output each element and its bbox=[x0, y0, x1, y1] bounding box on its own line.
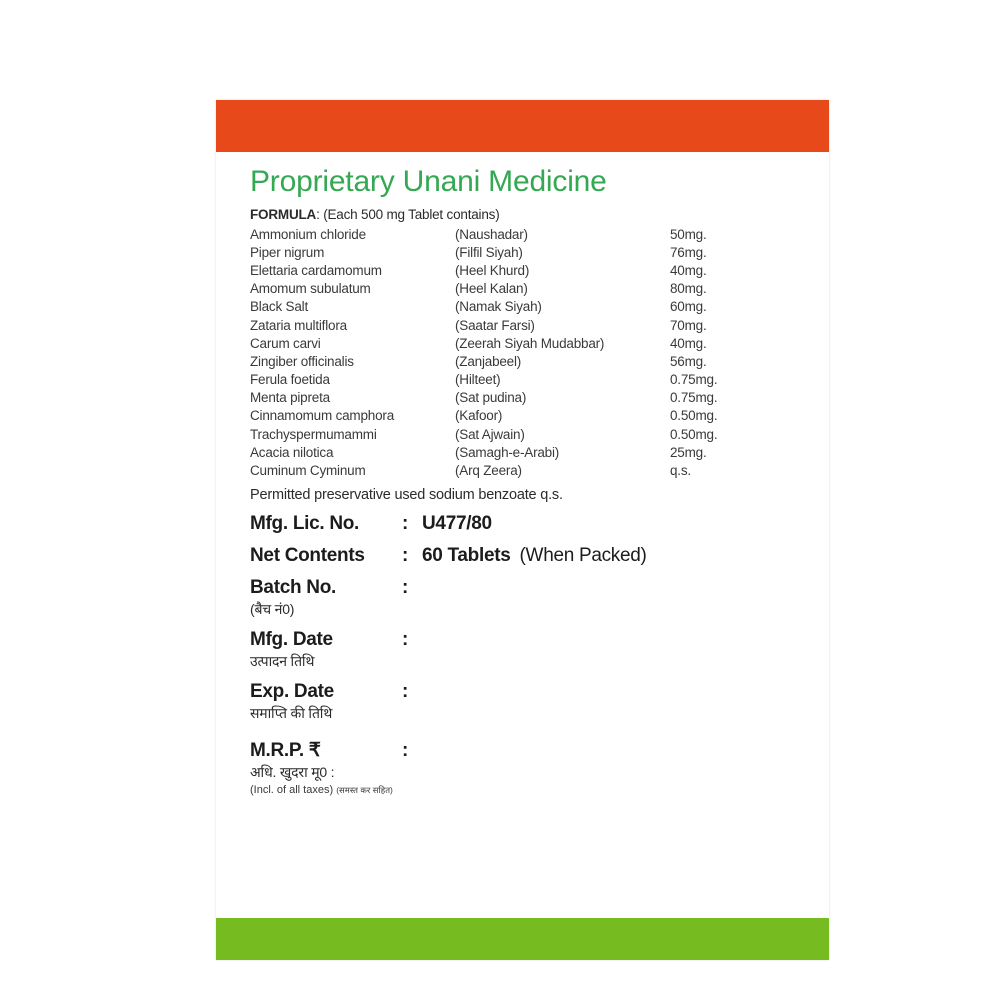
field-exp-date bbox=[250, 681, 795, 703]
top-color-band bbox=[216, 100, 829, 152]
ingredient-qty: 25mg. bbox=[670, 444, 707, 460]
ingredient-qty: 80mg. bbox=[670, 281, 707, 297]
table-row bbox=[250, 352, 795, 370]
batch-no-hindi-label: (बैच नं0) bbox=[250, 600, 295, 617]
ingredient-qty: 56mg. bbox=[670, 353, 707, 369]
ingredient-latin: Cinnamomum camphora bbox=[250, 408, 395, 424]
batch-no-label: Batch No. bbox=[250, 576, 336, 598]
ingredient-common: (Zanjabeel) bbox=[455, 353, 522, 369]
ingredient-qty: 0.50mg. bbox=[670, 408, 718, 424]
mfg-date-label: Mfg. Date bbox=[250, 628, 333, 650]
ingredient-latin: Carum carvi bbox=[250, 335, 321, 351]
ingredient-common: (Hilteet) bbox=[455, 372, 501, 388]
bottom-color-band bbox=[216, 918, 829, 960]
ingredient-common: (Samagh-e-Arabi) bbox=[455, 444, 560, 460]
table-row bbox=[250, 280, 795, 298]
formula-heading-line bbox=[250, 207, 795, 222]
ingredient-qty: q.s. bbox=[670, 463, 691, 479]
mrp-tax-note-hindi: (समस्त कर सहित) bbox=[336, 784, 393, 795]
ingredient-latin: Cuminum Cyminum bbox=[250, 463, 366, 479]
ingredient-common: (Saatar Farsi) bbox=[455, 317, 535, 333]
table-row bbox=[250, 389, 795, 407]
ingredient-latin: Piper nigrum bbox=[250, 244, 325, 260]
batch-no-colon: : bbox=[402, 576, 409, 598]
ingredient-latin: Zataria multiflora bbox=[250, 317, 347, 333]
ingredient-qty: 76mg. bbox=[670, 244, 707, 260]
ingredient-latin: Acacia nilotica bbox=[250, 444, 334, 460]
ingredient-qty: 0.50mg. bbox=[670, 426, 718, 442]
field-mfg-licence bbox=[250, 513, 795, 535]
ingredient-common: (Heel Khurd) bbox=[455, 262, 530, 278]
ingredient-latin: Zingiber officinalis bbox=[250, 353, 354, 369]
ingredient-common: (Arq Zeera) bbox=[455, 463, 522, 479]
ingredient-latin: Ammonium chloride bbox=[250, 226, 366, 242]
field-mrp bbox=[250, 739, 795, 762]
ingredient-latin: Trachyspermumammi bbox=[250, 426, 377, 442]
ingredient-common: (Heel Kalan) bbox=[455, 281, 528, 297]
table-row bbox=[250, 316, 795, 334]
mrp-colon: : bbox=[402, 739, 409, 761]
preservative-note: Permitted preservative used sodium benzoate q.s. bbox=[250, 486, 563, 503]
ingredient-common: (Zeerah Siyah Mudabbar) bbox=[455, 335, 605, 351]
table-row bbox=[250, 443, 795, 461]
formula-heading: FORMULA bbox=[250, 207, 317, 222]
ingredient-qty: 50mg. bbox=[670, 226, 707, 242]
table-row bbox=[250, 334, 795, 352]
mfg-licence-colon: : bbox=[402, 512, 409, 534]
table-row bbox=[250, 225, 795, 243]
ingredients-table bbox=[250, 225, 795, 480]
ingredient-latin: Amomum subulatum bbox=[250, 281, 371, 297]
net-contents-label: Net Contents bbox=[250, 544, 365, 566]
ingredient-latin: Elettaria cardamomum bbox=[250, 262, 382, 278]
exp-date-colon: : bbox=[402, 680, 409, 702]
exp-date-label: Exp. Date bbox=[250, 680, 334, 702]
ingredient-qty: 0.75mg. bbox=[670, 390, 718, 406]
ingredient-latin: Ferula foetida bbox=[250, 372, 330, 388]
table-row bbox=[250, 407, 795, 425]
mrp-hindi-label: अधि. खुदरा मू0 : bbox=[250, 763, 335, 780]
mfg-licence-value: U477/80 bbox=[422, 512, 492, 534]
label-content bbox=[216, 152, 829, 918]
ingredient-qty: 0.75mg. bbox=[670, 372, 718, 388]
ingredient-qty: 70mg. bbox=[670, 317, 707, 333]
page-title: Proprietary Unani Medicine bbox=[250, 165, 607, 198]
ingredient-common: (Kafoor) bbox=[455, 408, 503, 424]
mfg-licence-label: Mfg. Lic. No. bbox=[250, 512, 360, 534]
ingredient-common: (Namak Siyah) bbox=[455, 299, 542, 315]
ingredient-common: (Sat Ajwain) bbox=[455, 426, 525, 442]
ingredient-qty: 40mg. bbox=[670, 335, 707, 351]
field-mfg-date bbox=[250, 629, 795, 651]
ingredient-common: (Naushadar) bbox=[455, 226, 528, 242]
ingredient-latin: Black Salt bbox=[250, 299, 309, 315]
ingredients-body bbox=[250, 225, 795, 480]
table-row bbox=[250, 298, 795, 316]
medicine-label-card bbox=[216, 100, 829, 960]
net-contents-colon: : bbox=[402, 544, 409, 566]
field-net-contents bbox=[250, 545, 795, 567]
ingredient-qty: 60mg. bbox=[670, 299, 707, 315]
mrp-label: M.R.P. ₹ bbox=[250, 739, 321, 761]
mfg-date-hindi-label: उत्पादन तिथि bbox=[250, 652, 315, 669]
net-contents-note: (When Packed) bbox=[519, 544, 647, 566]
ingredient-common: (Sat pudina) bbox=[455, 390, 527, 406]
mrp-tax-note: (Incl. of all taxes) bbox=[250, 783, 334, 796]
formula-note: : (Each 500 mg Tablet contains) bbox=[316, 207, 500, 222]
table-row bbox=[250, 261, 795, 279]
ingredient-common: (Filfil Siyah) bbox=[455, 244, 523, 260]
table-row bbox=[250, 461, 795, 479]
table-row bbox=[250, 425, 795, 443]
ingredient-qty: 40mg. bbox=[670, 262, 707, 278]
mfg-date-colon: : bbox=[402, 628, 409, 650]
exp-date-hindi-label: समाप्ति की तिथि bbox=[250, 704, 333, 721]
table-row bbox=[250, 371, 795, 389]
mrp-tax-note-row bbox=[250, 784, 795, 796]
table-row bbox=[250, 243, 795, 261]
net-contents-value: 60 Tablets bbox=[422, 544, 511, 566]
ingredient-latin: Menta pipreta bbox=[250, 390, 330, 406]
field-batch-no bbox=[250, 577, 795, 599]
